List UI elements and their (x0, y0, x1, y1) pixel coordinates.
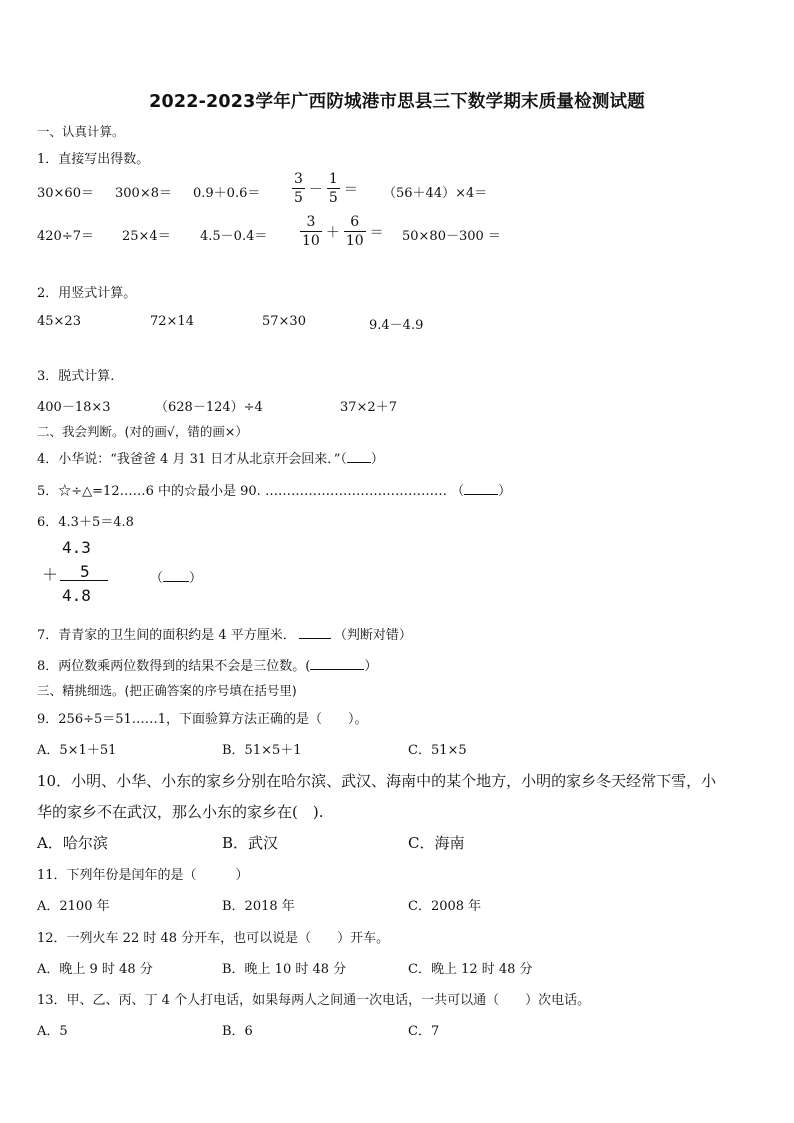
q13-option-a[interactable]: A．5 (37, 1024, 68, 1039)
q1-expr-2: 300×8＝ (115, 186, 172, 201)
q1-expr-8: 50×80－300 ＝ (402, 229, 501, 244)
q3-item-3: 37×2＋7 (340, 400, 397, 415)
q10-option-c[interactable]: C．海南 (408, 834, 465, 852)
question-10-line-1: 10．小明、小华、小东的家乡分别在哈尔滨、武汉、海南中的某个地方，小明的家乡冬天经常下雪，小 (37, 772, 717, 790)
frac-operator: － (308, 181, 323, 198)
q9-option-c[interactable]: C．51×5 (408, 743, 467, 758)
q13-option-c[interactable]: C．7 (408, 1024, 440, 1039)
q11-option-b[interactable]: B．2018 年 (222, 899, 295, 914)
question-8 (37, 655, 377, 674)
q2-item-4: 9.4－4.9 (369, 318, 424, 333)
q11-option-a[interactable]: A．2100 年 (37, 899, 110, 914)
q7-tail: （判断对错） (333, 628, 412, 643)
q3-item-2: （628－124）÷4 (155, 400, 263, 415)
q12-option-b[interactable]: B．晚上 10 时 48 分 (222, 962, 347, 977)
q6-answer (150, 567, 202, 586)
q8-paren-close: ） (364, 659, 378, 674)
answer-blank[interactable] (464, 494, 498, 495)
question-13: 13．甲、乙、丙、丁 4 个人打电话，如果每两人之间通一次电话，一共可以通（ ）次电话。 (37, 993, 591, 1008)
q1-fraction-expr-2 (300, 213, 384, 250)
frac-numerator: 3 (306, 214, 316, 230)
question-2: 2．用竖式计算。 (37, 286, 137, 301)
vertical-calc-top: 4.3 (62, 538, 91, 557)
q12-option-a[interactable]: A．晚上 9 时 48 分 (37, 962, 153, 977)
frac-numerator: 3 (294, 171, 303, 187)
q10-option-a[interactable]: A．哈尔滨 (37, 834, 108, 852)
q1-expr-5: 420÷7＝ (37, 229, 94, 244)
q1-fraction-expr-1 (292, 170, 358, 207)
frac-denominator: 10 (345, 233, 364, 249)
question-1: 1．直接写出得数。 (37, 152, 150, 167)
question-11: 11．下列年份是闰年的是（ ） (37, 868, 249, 883)
q6-paren-open: （ (150, 571, 164, 586)
q13-option-b[interactable]: B．6 (222, 1024, 253, 1039)
question-12: 12．一列火车 22 时 48 分开车，也可以说是（ ）开车。 (37, 931, 390, 946)
q5-paren-close: ） (498, 484, 512, 499)
frac-numerator: 6 (350, 214, 360, 230)
answer-blank[interactable] (299, 638, 331, 639)
q1-expr-3: 0.9＋0.6＝ (193, 186, 261, 201)
q6-paren-close: ） (189, 571, 203, 586)
q1-expr-1: 30×60＝ (37, 186, 94, 201)
q3-item-1: 400－18×3 (37, 400, 111, 415)
q2-item-3: 57×30 (262, 314, 306, 329)
question-5 (37, 480, 511, 499)
q8-text: 8．两位数乘两位数得到的结果不会是三位数。( (37, 659, 311, 674)
answer-blank[interactable] (163, 581, 189, 582)
answer-blank[interactable] (310, 669, 364, 670)
q1-expr-6: 25×4＝ (122, 229, 171, 244)
question-9: 9．256÷5＝51……1，下面验算方法正确的是（ ）。 (37, 712, 368, 727)
section-3-heading: 三、精挑细选。(把正确答案的序号填在括号里) (37, 683, 297, 698)
question-6: 6．4.3＋5＝4.8 (37, 515, 134, 530)
section-1-heading: 一、认真计算。 (37, 124, 125, 139)
question-3: 3．脱式计算. (37, 369, 115, 384)
q9-option-b[interactable]: B．51×5＋1 (222, 743, 302, 758)
frac-denominator: 5 (294, 190, 303, 206)
q10-option-b[interactable]: B．武汉 (222, 834, 279, 852)
frac-denominator: 10 (302, 233, 320, 249)
vertical-calc-addend: 5 (80, 562, 90, 581)
section-2-heading: 二、我会判断。(对的画√，错的画×） (37, 424, 248, 439)
q1-expr-4: （56＋44）×4＝ (383, 186, 488, 201)
vertical-calc-plus: ＋ (42, 565, 59, 584)
question-7 (37, 624, 412, 643)
q7-text: 7．青青家的卫生间的面积约是 4 平方厘米． (37, 628, 296, 643)
frac-denominator: 5 (328, 190, 338, 206)
q5-text: 5．☆÷△=12……6 中的☆最小是 90. …………………………………… （ (37, 484, 465, 499)
question-4 (37, 448, 384, 467)
answer-blank[interactable] (347, 462, 371, 463)
frac-numerator: 1 (328, 171, 338, 187)
q9-option-a[interactable]: A．5×1＋51 (37, 743, 117, 758)
frac-equals: ＝ (369, 224, 384, 241)
frac-equals: ＝ (343, 181, 358, 198)
q4-text: 4．小华说：“我爸爸 4 月 31 日才从北京开会回来．”（ (37, 452, 347, 467)
q2-item-1: 45×23 (37, 314, 81, 329)
q2-item-2: 72×14 (150, 314, 194, 329)
q4-paren-close: ） (370, 452, 384, 467)
vertical-calc-result: 4.8 (62, 586, 91, 605)
vertical-calc-line (60, 580, 108, 581)
q12-option-c[interactable]: C．晚上 12 时 48 分 (408, 962, 533, 977)
question-10-line-2: 华的家乡不在武汉，那么小东的家乡在( ). (37, 803, 324, 821)
q11-option-c[interactable]: C．2008 年 (408, 899, 482, 914)
page-title: 2022-2023学年广西防城港市思县三下数学期末质量检测试题 (149, 92, 645, 112)
frac-operator: ＋ (325, 224, 340, 241)
q1-expr-7: 4.5－0.4＝ (200, 229, 268, 244)
